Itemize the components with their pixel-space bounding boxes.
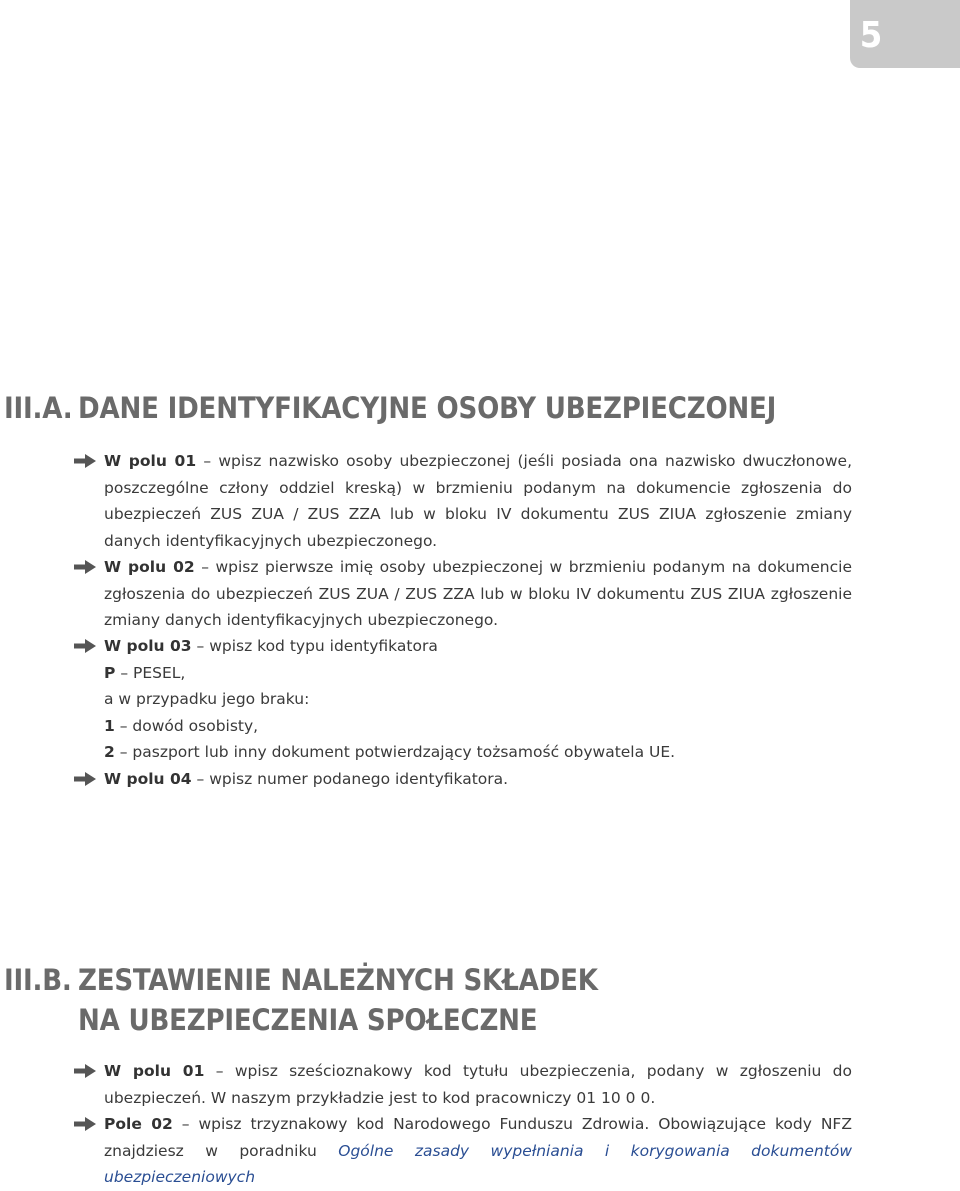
- section-a-item-02: W polu 02 – wpisz pierwsze imię osoby ubezpieczonej w brzmieniu podanym na dokumencie zgłoszenia do ubezpieczeń ZUS ZUA / ZUS ZZA lub w bloku IV dokumentu ZUS ZIUA zgłoszenie zmiany danych identyfikacyjnych ubezpieczonego.: [104, 554, 852, 634]
- section-a-item-03: W polu 03 – wpisz kod typu identyfikatora P – PESEL, a w przypadku jego braku: 1 – dowód osobisty, 2 – paszport lub inny dokument potwierdzający tożsamość obywatela UE.: [104, 633, 852, 766]
- item-text: wpisz pierwsze imię osoby ubezpieczonej w brzmieniu podanym na dokumencie zgłoszenia do ubezpieczeń ZUS ZUA / ZUS ZZA lub w bloku IV dokumentu ZUS ZIUA zgłoszenie zmiany danych identyfikacyjnych ubezpieczonego.: [104, 558, 852, 629]
- section-b-heading: [4, 959, 598, 1001]
- section-b-item-01: W polu 01 – wpisz sześcioznakowy kod tytułu ubezpieczenia, podany w zgłoszeniu do ubezpieczeń. W naszym przykładzie jest to kod pracowniczy 01 10 0 0.: [104, 1058, 852, 1111]
- section-a-number: III.A.: [4, 391, 73, 425]
- field-label: W polu 02: [104, 558, 195, 576]
- section-b-number: III.B.: [4, 963, 72, 997]
- field-label: Pole 02: [104, 1115, 173, 1133]
- arrow-right-icon: [74, 1058, 96, 1084]
- code-2: 2: [104, 743, 115, 761]
- code-2-text: paszport lub inny dokument potwierdzający tożsamość obywatela UE.: [132, 743, 676, 761]
- code-p-text: PESEL,: [133, 663, 186, 682]
- item-text: wpisz sześcioznakowy kod tytułu ubezpieczenia, podany w zgłoszeniu do ubezpieczeń. W naszym przykładzie jest to kod pracowniczy 01 10 0 0.: [104, 1062, 852, 1107]
- arrow-right-icon: [74, 554, 96, 580]
- fallback-text: a w przypadku jego braku:: [104, 690, 310, 708]
- item-text: wpisz nazwisko osoby ubezpieczonej (jeśli posiada ona nazwisko dwuczłonowe, poszczególne człony oddziel kreską) w brzmieniu podanym na dokumencie zgłoszenia do ubezpieczeń ZUS ZUA / ZUS ZZA lub w bloku IV dokumentu ZUS ZIUA zgłoszenie zmiany danych identyfikacyjnych ubezpieczonego.: [104, 452, 852, 550]
- field-label: W polu 01: [104, 452, 197, 470]
- arrow-right-icon: [74, 448, 96, 474]
- section-b-item-02: Pole 02 – wpisz trzyznakowy kod Narodowego Funduszu Zdrowia. Obowiązujące kody NFZ znajdziesz w poradniku Ogólne zasady wypełniania i korygowania dokumentów ubezpieczeniowych: [104, 1111, 852, 1191]
- arrow-right-icon: [74, 1111, 96, 1137]
- item-text: wpisz trzyznakowy kod Narodowego Funduszu Zdrowia. Obowiązujące kody NFZ znajdziesz w poradniku: [104, 1115, 852, 1160]
- section-a-title: DANE IDENTYFIKACYJNE OSOBY UBEZPIECZONEJ: [78, 391, 777, 425]
- item-text: wpisz kod typu identyfikatora: [209, 637, 438, 655]
- section-b-title-line1: ZESTAWIENIE NALEŻNYCH SKŁADEK: [78, 963, 598, 997]
- arrow-right-icon: [74, 633, 96, 659]
- code-1: 1: [104, 716, 115, 735]
- arrow-right-icon: [74, 766, 96, 792]
- code-1-text: dowód osobisty,: [132, 716, 259, 735]
- field-label: W polu 01: [104, 1062, 205, 1080]
- field-label: W polu 03: [104, 637, 192, 655]
- code-p: P: [104, 663, 116, 682]
- section-a-item-01: W polu 01 – wpisz nazwisko osoby ubezpieczonej (jeśli posiada ona nazwisko dwuczłonowe, poszczególne człony oddziel kreską) w brzmieniu podanym na dokumencie zgłoszenia do ubezpieczeń ZUS ZUA / ZUS ZZA lub w bloku IV dokumentu ZUS ZIUA zgłoszenie zmiany danych identyfikacyjnych ubezpieczonego.: [104, 448, 852, 554]
- section-a-heading: [4, 387, 777, 429]
- section-b-title-line2: NA UBEZPIECZENIA SPOŁECZNE: [78, 1003, 538, 1037]
- guide-link[interactable]: Ogólne zasady wypełniania i korygowania dokumentów ubezpieczeniowych: [104, 1141, 853, 1186]
- page-number: 5: [859, 15, 883, 56]
- field-label: W polu 04: [104, 770, 192, 788]
- section-a-item-04: W polu 04 – wpisz numer podanego identyfikatora.: [104, 766, 852, 793]
- item-text: wpisz numer podanego identyfikatora.: [209, 770, 509, 788]
